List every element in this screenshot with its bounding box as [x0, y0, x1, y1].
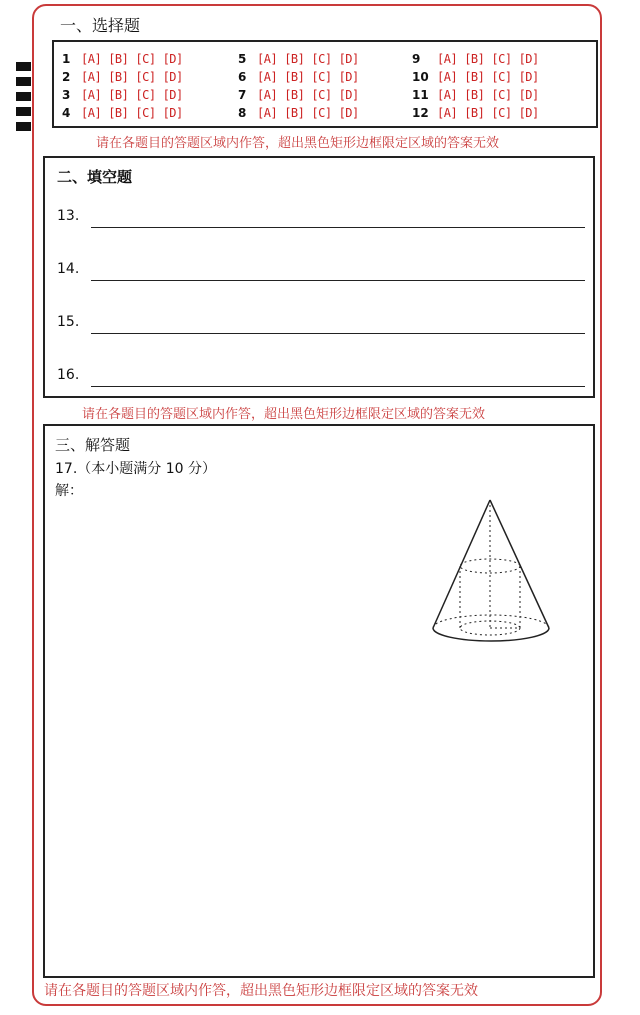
option-b-bubble[interactable]: [B]	[284, 70, 305, 84]
blank-number: 14.	[57, 261, 80, 277]
choice-question-row	[412, 68, 539, 86]
option-d-bubble[interactable]: [D]	[518, 70, 539, 84]
choice-question-row	[238, 50, 359, 68]
option-b-bubble[interactable]: [B]	[464, 88, 485, 102]
choice-question-row	[238, 104, 359, 122]
option-b-bubble[interactable]: [B]	[284, 106, 305, 120]
option-b-bubble[interactable]: [B]	[108, 52, 129, 66]
option-a-bubble[interactable]: [A]	[257, 52, 278, 66]
choice-question-row	[238, 86, 359, 104]
question-number: 3	[62, 88, 71, 102]
answer-line[interactable]	[91, 227, 585, 228]
option-c-bubble[interactable]: [C]	[311, 70, 332, 84]
option-a-bubble[interactable]: [A]	[257, 106, 278, 120]
timing-mark	[16, 92, 31, 101]
option-b-bubble[interactable]: [B]	[464, 106, 485, 120]
choice-question-row	[62, 68, 183, 86]
warning-notice: 请在各题目的答题区域内作答，超出黑色矩形边框限定区域的答案无效	[96, 136, 500, 151]
option-b-bubble[interactable]: [B]	[108, 70, 129, 84]
option-c-bubble[interactable]: [C]	[491, 70, 512, 84]
question-number: 6	[238, 70, 247, 84]
option-d-bubble[interactable]: [D]	[518, 52, 539, 66]
option-d-bubble[interactable]: [D]	[518, 106, 539, 120]
option-d-bubble[interactable]: [D]	[162, 88, 183, 102]
option-c-bubble[interactable]: [C]	[311, 52, 332, 66]
choice-question-row	[62, 50, 183, 68]
choice-answer-box	[52, 40, 598, 128]
option-d-bubble[interactable]: [D]	[518, 88, 539, 102]
question-number: 1	[62, 52, 71, 66]
question-number: 11	[412, 88, 429, 102]
option-b-bubble[interactable]: [B]	[464, 52, 485, 66]
question-number: 5	[238, 52, 247, 66]
answer-line[interactable]	[91, 333, 585, 334]
option-c-bubble[interactable]: [C]	[135, 52, 156, 66]
blank-number: 13.	[57, 208, 80, 224]
blank-row	[57, 367, 585, 387]
blank-number: 15.	[57, 314, 80, 330]
option-b-bubble[interactable]: [B]	[108, 88, 129, 102]
answer-line[interactable]	[91, 386, 585, 387]
blank-row	[57, 208, 585, 228]
cone-figure	[425, 496, 565, 656]
blank-row	[57, 314, 585, 334]
option-c-bubble[interactable]: [C]	[135, 88, 156, 102]
option-a-bubble[interactable]: [A]	[437, 106, 458, 120]
choice-question-row	[412, 104, 539, 122]
option-a-bubble[interactable]: [A]	[81, 52, 102, 66]
blank-number: 16.	[57, 367, 80, 383]
option-b-bubble[interactable]: [B]	[464, 70, 485, 84]
question-17-heading: 17.（本小题满分 10 分）	[55, 461, 216, 477]
option-d-bubble[interactable]: [D]	[162, 70, 183, 84]
question-number: 8	[238, 106, 247, 120]
section-fill-title: 二、填空题	[57, 168, 133, 186]
option-a-bubble[interactable]: [A]	[81, 106, 102, 120]
option-c-bubble[interactable]: [C]	[311, 88, 332, 102]
choice-question-row	[62, 86, 183, 104]
warning-notice: 请在各题目的答题区域内作答，超出黑色矩形边框限定区域的答案无效	[44, 983, 478, 999]
solution-answer-box	[43, 424, 595, 978]
option-a-bubble[interactable]: [A]	[257, 70, 278, 84]
question-number: 2	[62, 70, 71, 84]
timing-mark	[16, 77, 31, 86]
choice-question-row	[412, 86, 539, 104]
option-c-bubble[interactable]: [C]	[491, 88, 512, 102]
timing-mark	[16, 122, 31, 131]
timing-mark	[16, 107, 31, 116]
option-d-bubble[interactable]: [D]	[338, 52, 359, 66]
question-number: 10	[412, 70, 429, 84]
option-a-bubble[interactable]: [A]	[81, 70, 102, 84]
option-d-bubble[interactable]: [D]	[162, 52, 183, 66]
option-d-bubble[interactable]: [D]	[338, 70, 359, 84]
fill-blank-box	[43, 156, 595, 398]
choice-question-row	[412, 50, 539, 68]
option-c-bubble[interactable]: [C]	[311, 106, 332, 120]
question-number: 4	[62, 106, 71, 120]
warning-notice: 请在各题目的答题区域内作答，超出黑色矩形边框限定区域的答案无效	[82, 407, 486, 422]
option-b-bubble[interactable]: [B]	[108, 106, 129, 120]
option-c-bubble[interactable]: [C]	[135, 70, 156, 84]
option-a-bubble[interactable]: [A]	[437, 70, 458, 84]
option-b-bubble[interactable]: [B]	[284, 52, 305, 66]
timing-marks	[16, 62, 31, 137]
timing-mark	[16, 62, 31, 71]
choice-question-row	[238, 68, 359, 86]
section-solve-title: 三、解答题	[55, 436, 131, 454]
option-c-bubble[interactable]: [C]	[135, 106, 156, 120]
answer-label: 解：	[55, 483, 83, 499]
option-a-bubble[interactable]: [A]	[257, 88, 278, 102]
option-a-bubble[interactable]: [A]	[437, 52, 458, 66]
question-number: 9	[412, 52, 421, 66]
option-a-bubble[interactable]: [A]	[437, 88, 458, 102]
option-d-bubble[interactable]: [D]	[338, 106, 359, 120]
section-choice-title: 一、选择题	[60, 16, 141, 35]
question-number: 12	[412, 106, 429, 120]
blank-row	[57, 261, 585, 281]
option-c-bubble[interactable]: [C]	[491, 52, 512, 66]
option-d-bubble[interactable]: [D]	[162, 106, 183, 120]
option-d-bubble[interactable]: [D]	[338, 88, 359, 102]
answer-line[interactable]	[91, 280, 585, 281]
question-number: 7	[238, 88, 247, 102]
option-b-bubble[interactable]: [B]	[284, 88, 305, 102]
option-a-bubble[interactable]: [A]	[81, 88, 102, 102]
option-c-bubble[interactable]: [C]	[491, 106, 512, 120]
choice-question-row	[62, 104, 183, 122]
